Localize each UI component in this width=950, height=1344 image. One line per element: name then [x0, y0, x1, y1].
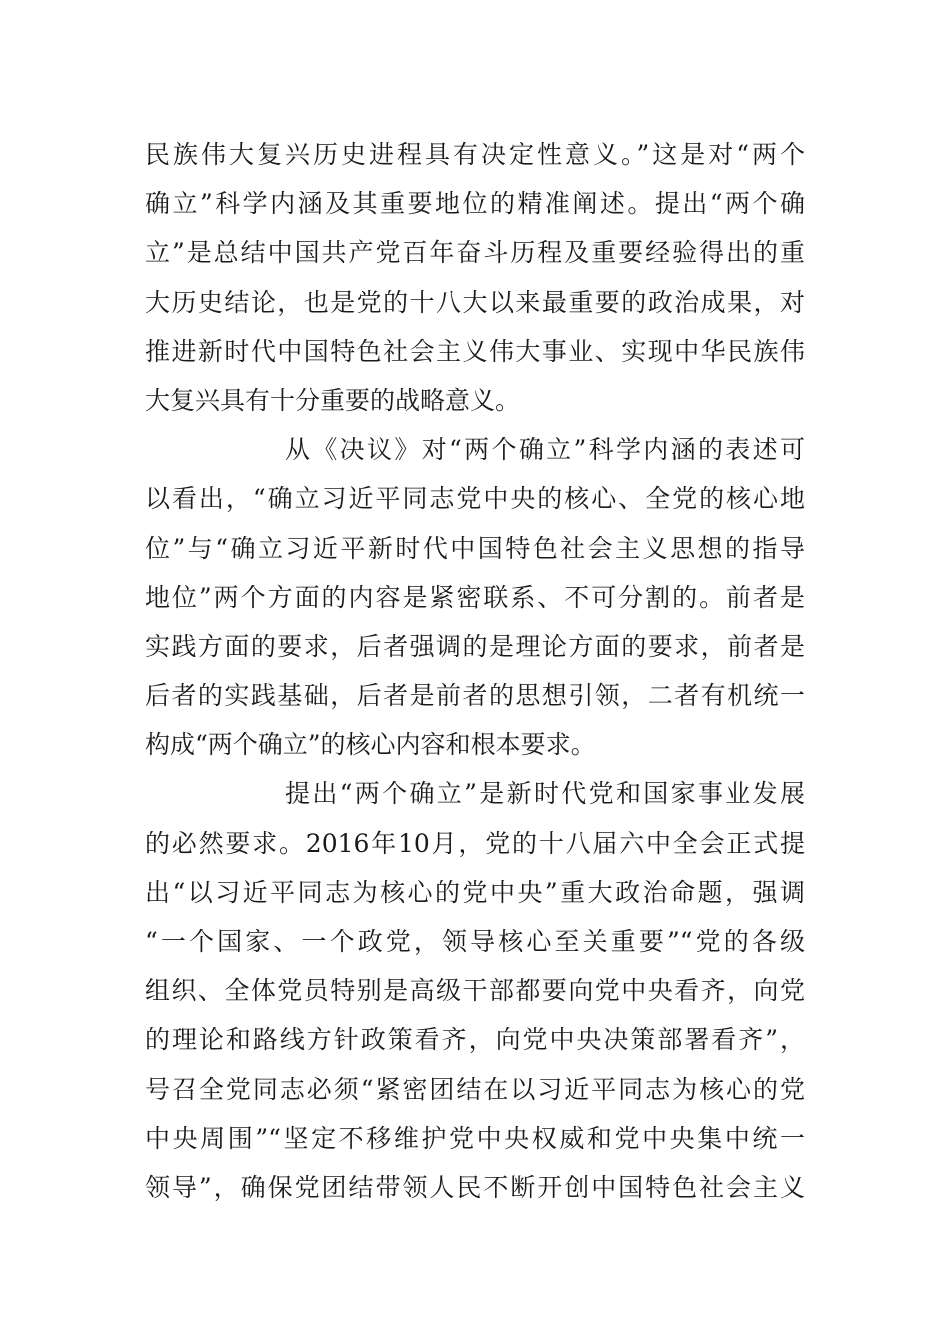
text-line: 提出“两个确立”是新时代党和国家事业发展	[285, 779, 805, 809]
text-line: 地位”两个方面的内容是紧密联系、不可分割的。前者是	[145, 582, 805, 612]
text-line: 实践方面的要求，后者强调的是理论方面的要求，前者是	[145, 631, 805, 661]
document-body	[145, 130, 805, 1212]
paragraph-1	[145, 130, 805, 425]
text-line: 大历史结论，也是党的十八大以来最重要的政治成果，对	[145, 287, 805, 317]
text-line: 以看出，“确立习近平同志党中央的核心、全党的核心地	[145, 484, 805, 514]
text-line: 位”与“确立习近平新时代中国特色社会主义思想的指导	[145, 533, 805, 563]
paragraph-2	[145, 425, 805, 769]
text-line: 大复兴具有十分重要的战略意义。	[145, 385, 521, 415]
text-line: 后者的实践基础，后者是前者的思想引领，二者有机统一	[145, 681, 805, 711]
text-line: 中央周围”“坚定不移维护党中央权威和党中央集中统一	[145, 1123, 805, 1153]
text-line: 组织、全体党员特别是高级干部都要向党中央看齐，向党	[145, 976, 805, 1006]
text-line: 号召全党同志必须“紧密团结在以习近平同志为核心的党	[145, 1074, 805, 1104]
text-line: 领导”，确保党团结带领人民不断开创中国特色社会主义	[145, 1172, 805, 1202]
text-line: 推进新时代中国特色社会主义伟大事业、实现中华民族伟	[145, 336, 805, 366]
text-line: 构成“两个确立”的核心内容和根本要求。	[145, 730, 596, 760]
text-line: 的必然要求。2016年10月，党的十八届六中全会正式提	[145, 828, 805, 858]
text-line: 民族伟大复兴历史进程具有决定性意义。”这是对“两个	[145, 140, 805, 169]
text-line: 确立”科学内涵及其重要地位的精准阐述。提出“两个确	[145, 189, 805, 219]
text-line: 立”是总结中国共产党百年奋斗历程及重要经验得出的重	[145, 238, 805, 268]
text-line: “一个国家、一个政党，领导核心至关重要”“党的各级	[145, 927, 805, 956]
text-line: 的理论和路线方针政策看齐，向党中央决策部署看齐”，	[145, 1025, 805, 1055]
text-line: 从《决议》对“两个确立”科学内涵的表述可	[285, 435, 805, 465]
paragraph-3	[145, 769, 805, 1212]
text-line: 出“以习近平同志为核心的党中央”重大政治命题，强调	[145, 877, 805, 907]
